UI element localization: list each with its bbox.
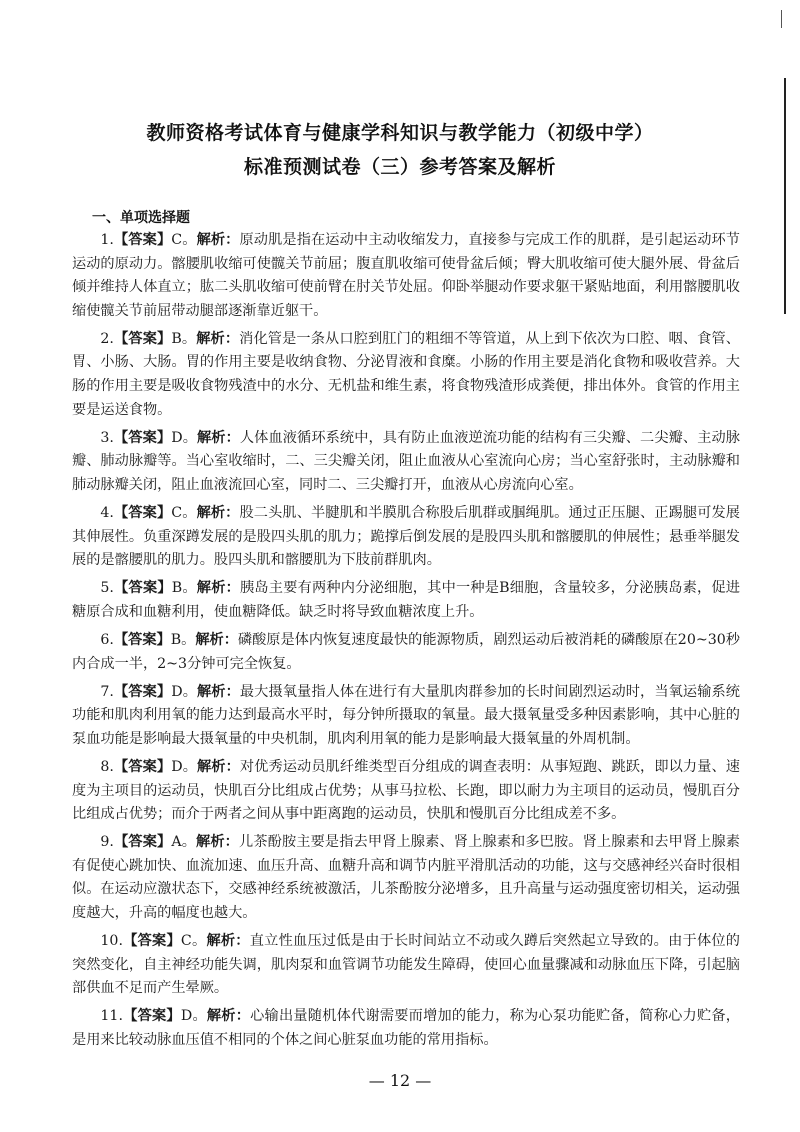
answer-choice: C。 [171,232,197,248]
answer-item [72,756,740,827]
analysis-text: 人体血液循环系统中，具有防止血液逆流功能的结构有三尖瓣、二尖瓣、主动脉瓣、肺动脉瓣等。当心室收缩时，二、三尖瓣关闭，阻止血液从心室流向心房；当心室舒张时，主动脉瓣和肺动脉瓣关闭，阻止血液流回心室，同时二、三尖瓣打开，血液从心房流向心室。 [72,429,740,493]
answer-label: 【答案】 [113,232,172,248]
analysis-text: 心输出量随机体代谢需要而增加的能力，称为心泵功能贮备，简称心力贮备，是用来比较动脉血压值不相同的个体之间心脏泵血功能的常用指标。 [72,1008,740,1048]
analysis-label: 解析： [196,505,240,522]
analysis-text: 直立性血压过低是由于长时间站立不动或久蹲后突然起立导致的。由于体位的突然变化，自主神经功能失调，肌肉泵和血管调节功能发生障碍，使回心血量骤减和动脉血压下降，引起脑部供血不足而产生晕厥。 [72,933,740,997]
analysis-label: 解析： [197,683,240,700]
answer-choice: D。 [171,429,197,446]
answer-item [72,229,740,323]
analysis-label: 解析： [197,758,240,775]
question-number: 5. [100,580,114,597]
answer-item [72,629,740,676]
analysis-label: 解析： [196,232,240,248]
answer-label: 【答案】 [113,429,172,446]
answer-item [72,1005,740,1052]
scan-edge-mark-top [781,10,782,28]
answer-choice: D。 [180,1008,207,1025]
analysis-text: 儿茶酚胺主要是指去甲肾上腺素、肾上腺素和多巴胺。肾上腺素和去甲肾上腺素有促使心跳加快、血流加速、血压升高、血糖升高和调节内脏平滑肌活动的功能，这与交感神经兴奋时很相似。在运动应激状态下，交感神经系统被激活，儿茶酚胺分泌增多，且升高量与运动强度密切相关，运动强度越大，升高的幅度也越大。 [72,834,740,922]
analysis-label: 解析： [196,330,240,347]
analysis-label: 解析： [196,834,239,851]
answer-choice: D。 [171,758,197,775]
answer-item [72,930,740,1001]
answer-label: 【答案】 [113,834,172,851]
answer-label: 【答案】 [122,1008,181,1025]
analysis-text: 最大摄氧量指人体在进行有大量肌肉群参加的长时间剧烈运动时，当氧运输系统功能和肌肉利用氧的能力达到最高水平时，每分钟所摄取的氧量。最大摄氧量受多种因素影响，其中心脏的泵血功能是影响最大摄氧量的中央机制，肌肉利用氧的能力是影响最大摄氧量的外周机制。 [72,683,740,747]
analysis-label: 解析： [206,1008,251,1025]
answer-item [72,427,740,498]
answer-choice: B。 [170,632,196,648]
answer-choice: C。 [171,505,197,522]
document-title-line2: 标准预测试卷（三）参考答案及解析 [243,156,556,178]
answer-label: 【答案】 [113,683,172,700]
answer-label: 【答案】 [113,505,172,522]
question-number: 8. [100,758,114,775]
analysis-text: 原动肌是指在运动中主动收缩发力，直接参与完成工作的肌群，是引起运动环节运动的原动力。髂腰肌收缩可使髋关节前屈；腹直肌收缩可使骨盆后倾；臀大肌收缩可使大腿外展、骨盆后倾并维持人体直立；肱二头肌收缩可使前臂在肘关节处屈。仰卧举腿动作要求躯干紧贴地面，利用髂腰肌收缩使髋关节前屈带动腿部逐渐靠近躯干。 [72,232,740,319]
answer-list [72,229,740,1057]
question-number: 3. [100,429,114,446]
answer-label: 【答案】 [113,580,172,597]
answer-label: 【答案】 [113,758,172,775]
page-number: — 12 — [368,1071,432,1090]
answer-item [72,681,740,752]
document-title-line1: 教师资格考试体育与健康学科知识与教学能力（初级中学） [146,122,654,144]
scan-edge-mark [784,78,786,314]
question-number: 7. [100,683,114,700]
answer-item [72,502,740,573]
question-number: 4. [100,505,114,522]
answer-choice: C。 [180,933,207,950]
answer-label: 【答案】 [122,933,181,950]
answer-label: 【答案】 [113,330,172,347]
question-number: 6. [100,632,114,648]
question-number: 11. [100,1008,123,1025]
answer-choice: A。 [171,834,197,851]
answer-choice: B。 [171,580,197,597]
question-number: 10. [100,933,123,950]
answer-label: 【答案】 [113,632,171,648]
analysis-text: 消化管是一条从口腔到肛门的粗细不等管道，从上到下依次为口腔、咽、食管、胃、小肠、大肠。胃的作用主要是收纳食物、分泌胃液和食糜。小肠的作用主要是消化食物和吸收营养。大肠的作用主要是吸收食物残渣中的水分、无机盐和维生素，将食物残渣形成粪便，排出体外。食管的作用主要是运送食物。 [72,330,740,418]
section-heading: 一、单项选择题 [92,210,190,226]
answer-item [72,328,740,422]
analysis-label: 解析： [197,429,240,446]
answer-item [72,831,740,925]
analysis-label: 解析： [196,580,240,597]
question-number: 1. [100,232,114,248]
answer-choice: D。 [171,683,197,700]
answer-choice: B。 [171,330,197,347]
analysis-text: 胰岛主要有两种内分泌细胞，其中一种是B细胞，含量较多，分泌胰岛素，促进糖原合成和血糖利用，使血糖降低。缺乏时将导致血糖浓度上升。 [72,580,740,620]
answer-item [72,577,740,624]
analysis-text: 对优秀运动员肌纤维类型百分组成的调查表明：从事短跑、跳跃，即以力量、速度为主项目的运动员，快肌百分比组成占优势；从事马拉松、长跑，即以耐力为主项目的运动员，慢肌百分比组成占优势；而介于两者之间从事中距离跑的运动员，快肌和慢肌百分比组成差不多。 [72,758,740,823]
question-number: 2. [100,330,114,347]
analysis-label: 解析： [206,933,250,950]
analysis-text: 股二头肌、半腱肌和半膜肌合称股后肌群或腘绳肌。通过正压腿、正踢腿可发展其伸展性。负重深蹲发展的是股四头肌的肌力；跪撑后倒发展的是股四头肌和髂腰肌的伸展性；悬垂举腿发展的是髂腰肌的肌力。股四头肌和髂腰肌为下肢前群肌肉。 [72,505,740,569]
analysis-label: 解析： [195,632,238,648]
analysis-text: 磷酸原是体内恢复速度最快的能源物质，剧烈运动后被消耗的磷酸原在20~30秒内合成一半，2~3分钟可完全恢复。 [72,632,740,672]
question-number: 9. [100,834,114,851]
